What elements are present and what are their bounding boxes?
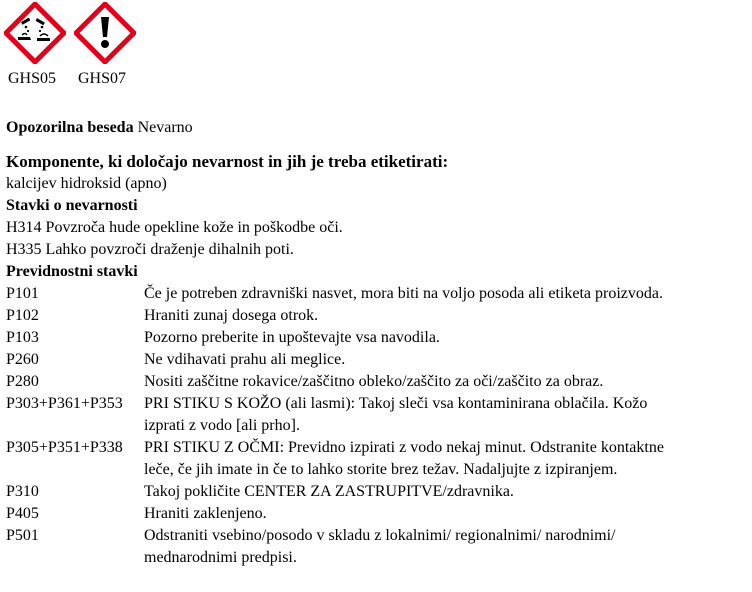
precautionary-text-line: Če je potreben zdravniški nasvet, mora biti na voljo posoda ali etiketa proizvoda. (144, 285, 663, 302)
precautionary-code: P310 (6, 483, 39, 500)
components-heading: Komponente, ki določajo nevarnost in jih je treba etiketirati: (6, 152, 449, 171)
exclamation-mark-icon (74, 2, 136, 64)
precautionary-text-line: Nositi zaščitne rokavice/zaščitno obleko/zaščito za oči/zaščito za obraz. (144, 373, 604, 390)
pictogram-code-ghs05: GHS05 (8, 70, 57, 87)
precautionary-text-line: PRI STIKU Z OČMI: Previdno izpirati z vodo nekaj minut. Odstranite kontaktne (144, 439, 664, 456)
precautionary-statement-row (6, 327, 750, 349)
precautionary-code: P260 (6, 351, 39, 368)
hazard-statement: H335 Lahko povzroči draženje dihalnih poti. (6, 241, 294, 258)
precautionary-code: P501 (6, 527, 39, 544)
hazard-statements-heading: Stavki o nevarnosti (6, 197, 138, 214)
precautionary-text (144, 371, 750, 393)
precautionary-text-line: Pozorno preberite in upoštevajte vsa navodila. (144, 329, 440, 346)
precautionary-statement-row (6, 349, 750, 371)
precautionary-text-line: Odstraniti vsebino/posodo v skladu z lokalnimi/ regionalnimi/ narodnimi/ (144, 527, 616, 544)
hazard-statement: H314 Povzroča hude opekline kože in poškodbe oči. (6, 219, 343, 236)
precautionary-code: P103 (6, 329, 39, 346)
precautionary-statements-heading: Previdnostni stavki (6, 263, 138, 280)
precautionary-text (144, 283, 750, 305)
components-value: kalcijev hidroksid (apno) (6, 175, 167, 192)
precautionary-text (144, 349, 750, 371)
precautionary-statement-row (6, 437, 750, 481)
precautionary-code: P102 (6, 307, 39, 324)
precautionary-statement-row (6, 393, 750, 437)
precautionary-text (144, 305, 750, 327)
precautionary-code: P101 (6, 285, 39, 302)
precautionary-text-line: Hraniti zunaj dosega otrok. (144, 307, 319, 324)
pictogram-code-ghs07: GHS07 (78, 70, 127, 87)
precautionary-text-line: izprati z vodo [ali prho]. (144, 417, 300, 434)
precautionary-text-line: Ne vdihavati prahu ali meglice. (144, 351, 346, 368)
precautionary-text (144, 503, 750, 525)
precautionary-statement-row (6, 503, 750, 525)
precautionary-code: P303+P361+P353 (6, 395, 123, 412)
precautionary-text (144, 327, 750, 349)
precautionary-statement-row (6, 283, 750, 305)
precautionary-text (144, 525, 750, 569)
precautionary-code: P305+P351+P338 (6, 439, 123, 456)
precautionary-text-line: leče, če jih imate in če to lahko storite brez težav. Nadaljujte z izpiranjem. (144, 461, 618, 478)
precautionary-text (144, 393, 750, 437)
precautionary-statements-list (6, 283, 750, 569)
precautionary-text (144, 481, 750, 503)
precautionary-text-line: Hraniti zaklenjeno. (144, 505, 267, 522)
precautionary-code: P280 (6, 373, 39, 390)
corrosion-icon (4, 2, 66, 64)
precautionary-text-line: PRI STIKU S KOŽO (ali lasmi): Takoj sleči vsa kontaminirana oblačila. Kožo (144, 395, 648, 412)
precautionary-code: P405 (6, 505, 39, 522)
signal-word-value: Nevarno (137, 119, 193, 136)
precautionary-statement-row (6, 305, 750, 327)
precautionary-statement-row (6, 525, 750, 569)
precautionary-text-line: mednarodnimi predpisi. (144, 549, 297, 566)
signal-word (6, 118, 193, 138)
precautionary-text (144, 437, 750, 481)
precautionary-statement-row (6, 481, 750, 503)
signal-word-label: Opozorilna beseda (6, 119, 134, 136)
precautionary-statement-row (6, 371, 750, 393)
label-content (6, 151, 750, 569)
precautionary-text-line: Takoj pokličite CENTER ZA ZASTRUPITVE/zdravnika. (144, 483, 514, 500)
